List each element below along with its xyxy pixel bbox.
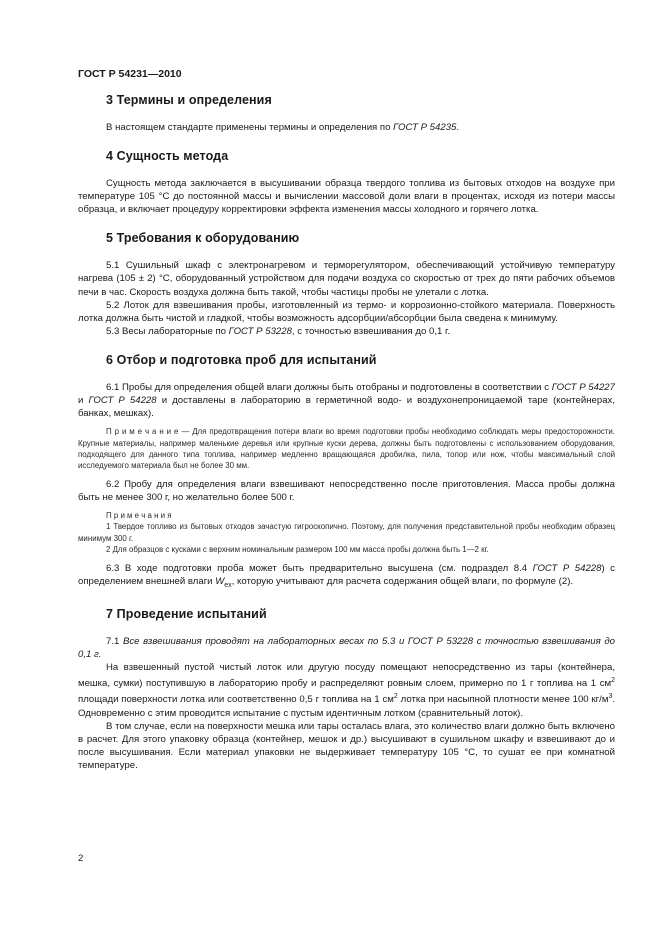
notes-6-2-label: П р и м е ч а н и я <box>106 511 172 521</box>
page-number: 2 <box>78 853 84 864</box>
running-header: ГОСТ Р 54231—2010 <box>78 68 182 80</box>
section-3-paragraph: В настоящем стандарте применены термины и определения по ГОСТ Р 54235. <box>106 122 460 133</box>
section-4-paragraph: Сущность метода заключается в высушивании образца твердого топлива из бытовых отходов на воздухе при температуре 105 °С до постоянной массы и вычислении массовой доли влаги в процентах, исходя из потери массы образца, и включает процедуру корректировки эффекта изменения массы холодного и горячего лотка. <box>78 178 615 216</box>
clause-6-1: 6.1 Пробы для определения общей влаги должны быть отобраны и подготовлены в соответствии с ГОСТ Р 54227 и ГОСТ Р 54228 и доставлены в лабораторию в герметичной водо- и воздухонепроницаемой таре (контейнерах, банках, мешках). <box>78 381 615 420</box>
section-4-title: 4 Сущность метода <box>106 149 229 164</box>
note-6-2-2: 2 Для образцов с кусками с верхним номинальным размером 100 мм масса пробы должна быть 1—2 кг. <box>106 545 489 555</box>
clause-7-1-paragraph-3: В том случае, если на поверхности мешка или тары осталась влага, это количество влаги должно быть включено в расчет. Для этого упаковку образца (контейнер, мешок и др.) высушивают в сушильном шкафу и взвешивают до и после высушивания. Если материал упаковки не выдерживает температуру 105 °С, то сушат ее при комнатной температуре. <box>78 720 616 771</box>
section-5-title: 5 Требования к оборудованию <box>106 231 300 246</box>
section-6-title: 6 Отбор и подготовка проб для испытаний <box>106 352 377 367</box>
note-6-1: П р и м е ч а н и е — Для предотвращения потери влаги во время подготовки пробы необходимо соблюдать меры предосторожности. Крупные материалы, например маленькие деревья или крупные куски дерева, должны быть подготовлены с использованием оборудования, подходящего для данного типа топлива, например медленно вращающаяся дробилка, пила, топор или нож, чтобы максимальный слой исследуемого материала был не более 30 мм. <box>78 427 615 471</box>
clause-6-3: 6.3 В ходе подготовки проба может быть предварительно высушена (см. подраздел 8.4 ГОСТ Р 54228) с определением внешней влаги $W_{ex}$, которую учитывают для расчета содержания общей влаги, по формуле (2). <box>78 562 615 589</box>
section-7-title: 7 Проведение испытаний <box>106 606 267 621</box>
page-content <box>78 93 615 772</box>
note-6-2-1: 1 Твердое топливо из бытовых отходов зачастую гигроскопично. Поэтому, для получения представительной пробы необходим образец минимум 300 г. <box>78 522 615 543</box>
clause-5-3: 5.3 Весы лабораторные по ГОСТ Р 53228, с точностью взвешивания до 0,1 г. <box>106 325 451 337</box>
clause-5-1: 5.1 Сушильный шкаф с электронагревом и терморегулятором, обеспечивающий устойчивую температуру нагрева (105 ± 2) °С, оборудованный устройством для подачи воздуха со скоростью от трех до пяти рабочих объемов печи в час. Скорость воздуха должна быть такой, чтобы частицы пробы не улетали с лотка. <box>78 260 615 298</box>
clause-5-2: 5.2 Лоток для взвешивания пробы, изготовленный из термо- и коррозионно-стойкого материала. Поверхность лотка должна быть чистой и гладкой, чтобы возможность адсорбции/абсорбции была сведена к минимуму. <box>78 299 615 324</box>
clause-7-1-paragraph-2: На взвешенный пустой чистый лоток или другую посуду помещают непосредственно из тары (контейнера, мешка, сумки) поступившую в лабораторию пробу и распределяют ровным слоем, примерно по 1 г топлива на 1 $см^2$ площади поверхности лотка или соответственно 0,5 г топлива на 1 $см^2$ лотка при насыпной плотности менее 100 $кг/м^3$. Одновременно с этим проводится испытание с пустым идентичным лотком (сравнительный лоток). <box>78 661 616 719</box>
clause-6-2: 6.2 Пробу для определения влаги взвешивают непосредственно после приготовления. Масса пробы должна быть не менее 300 г, но желательно более 500 г. <box>78 478 615 503</box>
clause-7-1: 7.1 Все взвешивания проводят на лабораторных весах по 5.3 и ГОСТ Р 53228 с точностью взвешивания до 0,1 г. <box>78 635 615 660</box>
section-3-title: 3 Термины и определения <box>106 93 272 107</box>
